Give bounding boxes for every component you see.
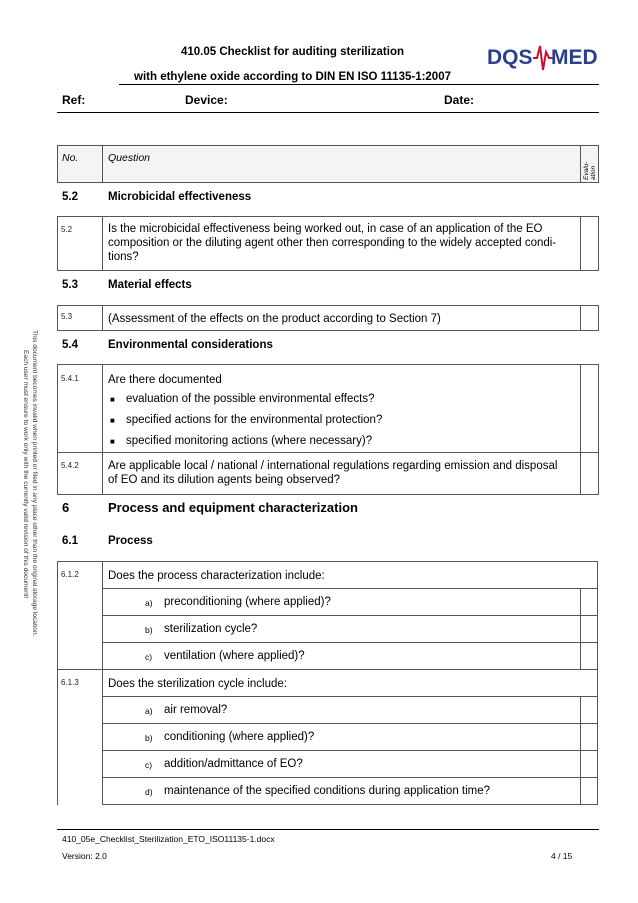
question-text: Does the sterilization cycle include: (108, 678, 287, 690)
logo-text-right: MED (551, 46, 597, 69)
header-rule (119, 84, 599, 85)
date-label: Date: (444, 93, 475, 107)
footer-version: Version: 2.0 (62, 851, 107, 861)
bullet-item: specified actions for the environmental protection? (126, 414, 383, 426)
sub-item: sterilization cycle? (164, 623, 258, 635)
row-number: 5.4.2 (61, 461, 79, 470)
evaluation-cell[interactable] (581, 365, 598, 451)
row-number: 6.1.2 (61, 570, 79, 579)
evaluation-cell[interactable] (581, 643, 597, 669)
section-number: 6.1 (62, 535, 78, 547)
section-title: Process (108, 535, 153, 547)
footer-page-number: 4 / 15 (551, 851, 573, 861)
sub-item: maintenance of the specified conditions during application time? (164, 785, 491, 797)
item-marker: c) (145, 652, 153, 662)
section-title: Material effects (108, 279, 192, 291)
bullet-icon: ■ (110, 437, 115, 446)
evaluation-cell[interactable] (581, 778, 597, 804)
ref-label: Ref: (62, 93, 86, 107)
side-note-line1: This document becomes invalid when printed or filed in any place other than the original storage location. (31, 330, 38, 637)
document-title-line2: with ethylene oxide according to DIN EN ISO 11135-1:2007 (134, 71, 451, 83)
question-line: Is the microbicidal effectiveness being worked out, in case of an application of the EO (108, 223, 543, 235)
section-number: 5.3 (62, 279, 78, 291)
sub-item: conditioning (where applied)? (164, 731, 315, 743)
footer-filename: 410_05e_Checklist_Sterilization_ETO_ISO11135-1.docx (62, 834, 275, 844)
heartbeat-icon (533, 46, 553, 70)
ref-rule (57, 112, 599, 113)
logo-text-left: DQS (487, 46, 533, 69)
evaluation-cell[interactable] (581, 453, 598, 494)
side-note-line2: Each user must ensure to work only with the currently valid revision of this document! (22, 350, 29, 599)
evaluation-cell[interactable] (581, 217, 598, 270)
item-marker: a) (145, 706, 153, 716)
sub-item: preconditioning (where applied)? (164, 596, 331, 608)
row-number: 5.4.1 (61, 374, 79, 383)
row-number: 6.1.3 (61, 678, 79, 687)
header-evaluation: Evalu- ation (583, 161, 597, 180)
question-text: (Assessment of the effects on the product according to Section 7) (108, 313, 441, 325)
section-number: 5.4 (62, 339, 78, 351)
chapter-title: Process and equipment characterization (108, 500, 358, 515)
question-text: Does the process characterization include: (108, 570, 325, 582)
bullet-icon: ■ (110, 416, 115, 425)
item-marker: c) (145, 760, 153, 770)
dqs-med-logo (487, 40, 597, 74)
item-marker: b) (145, 625, 153, 635)
question-line: tions? (108, 251, 139, 263)
section-title: Environmental considerations (108, 339, 273, 351)
sub-item: ventilation (where applied)? (164, 650, 305, 662)
section-title: Microbicidal effectiveness (108, 191, 252, 203)
evaluation-cell[interactable] (581, 589, 597, 615)
section-number: 5.2 (62, 191, 78, 203)
bullet-item: evaluation of the possible environmental effects? (126, 393, 375, 405)
evaluation-cell[interactable] (581, 306, 598, 330)
header-no: No. (62, 152, 79, 164)
evaluation-cell[interactable] (581, 616, 597, 642)
question-text: Are there documented (108, 374, 222, 386)
device-label: Device: (185, 93, 228, 107)
header-question: Question (108, 152, 151, 164)
footer-rule (57, 829, 599, 830)
question-line: of EO and its dilution agents being observed? (108, 474, 341, 486)
evaluation-cell[interactable] (581, 724, 597, 750)
bullet-icon: ■ (110, 395, 115, 404)
table-header (57, 145, 599, 183)
question-line: Are applicable local / national / international regulations regarding emission and disposal (108, 460, 558, 472)
bullet-item: specified monitoring actions (where necessary)? (126, 435, 373, 447)
chapter-number: 6 (62, 500, 70, 515)
sub-item: air removal? (164, 704, 228, 716)
evaluation-cell[interactable] (581, 751, 597, 777)
item-marker: a) (145, 598, 153, 608)
sub-item: addition/admittance of EO? (164, 758, 303, 770)
row-number: 5.2 (61, 225, 73, 234)
item-marker: d) (145, 787, 153, 797)
evaluation-cell[interactable] (581, 697, 597, 723)
document-title-line1: 410.05 Checklist for auditing sterilization (180, 46, 405, 58)
item-marker: b) (145, 733, 153, 743)
question-line: composition or the diluting agent other then corresponding to the widely accepted condi- (108, 237, 557, 249)
row-number: 5.3 (61, 312, 73, 321)
